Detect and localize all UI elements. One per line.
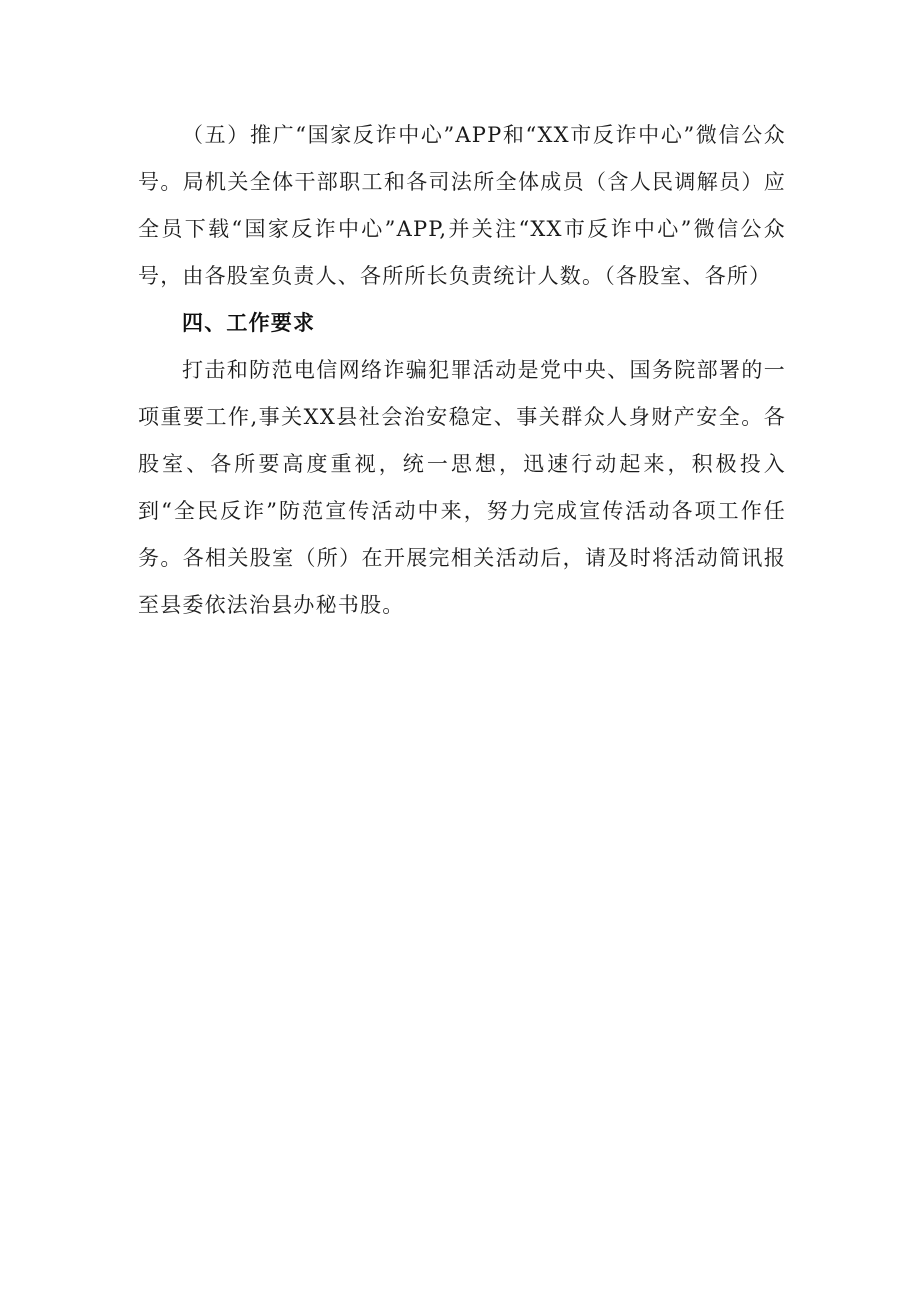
paragraph-work-requirements: 打击和防范电信网络诈骗犯罪活动是党中央、国务院部署的一项重要工作,事关XX县社会治安稳定、事关群众人身财产安全。各股室、各所要高度重视，统一思想，迅速行动起来，积极投入到“全民反诈”防范宣传活动中来，努力完成宣传活动各项工作任务。各相关股室（所）在开展完相关活动后，请及时将活动简讯报至县委依法治县办秘书股。 [138, 358, 786, 617]
paragraph-promote-app: （五）推广“国家反诈中心”APP和“XX市反诈中心”微信公众号。局机关全体干部职工和各司法所全体成员（含人民调解员）应全员下载“国家反诈中心”APP,并关注“XX市反诈中心”微信公众号，由各股室负责人、各所所长负责统计人数。（各股室、各所） [138, 123, 786, 288]
section-heading-work-requirements: 四、工作要求 [182, 311, 316, 335]
document-body [138, 112, 786, 629]
